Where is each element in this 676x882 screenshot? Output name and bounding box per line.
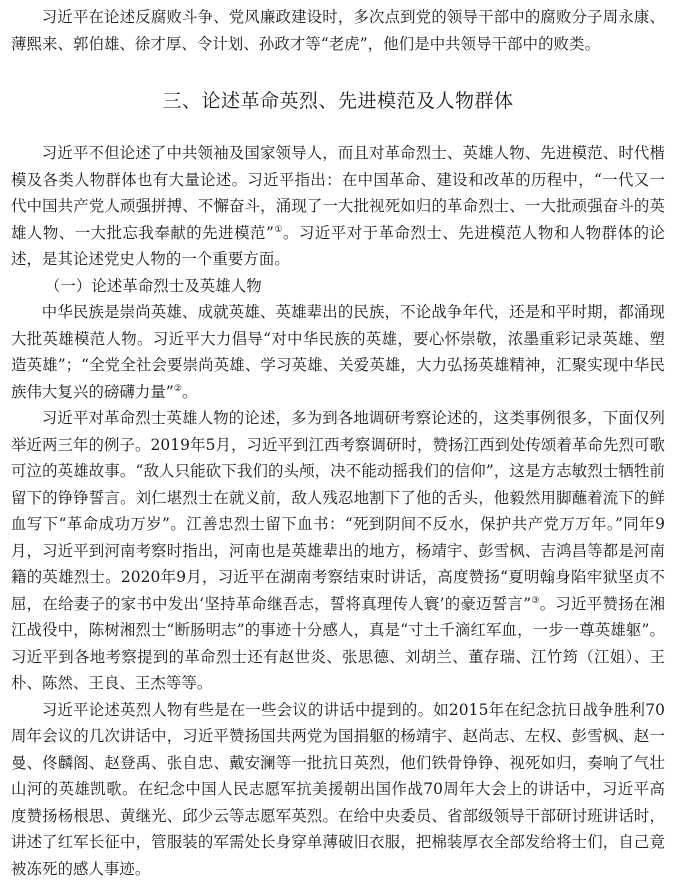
footnote-marker-2: ② [174,383,182,393]
footnote-marker-1: ① [274,224,283,234]
paragraph-inspection-examples-tail: 。习近平赞扬在湘江战役中，陈树湘烈士“断肠明志”的事迹十分感人，真是“寸土千滴红军血，一步一尊英雄躯”。习近平到各地考察提到的革命烈士还有赵世炎、张思德、刘胡兰、董存瑞、江竹筠（江姐）、王朴、陈然、王良、王杰等等。 [11,595,665,693]
paragraph-heroes-nation [11,299,665,405]
footnote-marker-3: ③ [531,595,540,605]
paragraph-intro [11,140,665,273]
paragraph-heroes-nation-text: 中华民族是崇尚英雄、成就英雄、英雄辈出的民族，不论战争年代，还是和平时期，都涌现大批英雄模范人物。习近平大力倡导“对中华民族的英雄，要心怀崇敬，浓墨重彩记录英雄、塑造英雄”；“全党全社会要崇尚英雄、学习英雄、关爱英雄，大力弘扬英雄精神，汇聚实现中华民族伟大复兴的磅礴力量” [11,303,665,401]
document-page [11,4,665,882]
paragraph-intro-tail: 。习近平对于革命烈士、先进模范人物和人物群体的论述，是其论述党史人物的一个重要方面。 [11,224,665,269]
section-heading: 三、论述革命英烈、先进模范及人物群体 [11,86,665,116]
paragraph-meeting-speeches: 习近平论述英烈人物有些是在一些会议的讲话中提到的。如2015年在纪念抗日战争胜利70周年会议的几次讲话中，习近平赞扬国共两党为国捐躯的杨靖宇、赵尚志、左权、彭雪枫、赵一曼、佟麟阁、赵登禹、张自忠、戴安澜等一批抗日英烈，他们铁骨铮铮、视死如归，奏响了气壮山河的英雄凯歌。在纪念中国人民志愿军抗美援朝出国作战70周年大会上的讲话中，习近平高度赞扬杨根思、黄继光、邱少云等志愿军英烈。在给中央委员、省部级领导干部研讨班讲话时，讲述了红军长征中，管服装的军需处长身穿单薄破旧衣服，把棉装厚衣全部发给将士们，自己竟被冻死的感人事迹。 [11,697,665,882]
subsection-heading: （一）论述革命烈士及英雄人物 [11,273,665,300]
paragraph-inspection-examples [11,405,665,697]
paragraph-intro-text: 习近平不但论述了中共领袖及国家领导人，而且对革命烈士、英雄人物、先进模范、时代楷模及各类人物群体也有大量论述。习近平指出：在中国革命、建设和改革的历程中，“一代又一代中国共产党人顽强拼搏、不懈奋斗，涌现了一大批视死如归的革命烈士、一大批顽强奋斗的英雄人物、一大批忘我奉献的先进模范” [11,144,665,242]
paragraph-anti-corruption: 习近平在论述反腐败斗争、党风廉政建设时，多次点到党的领导干部中的腐败分子周永康、薄熙来、郭伯雄、徐才厚、令计划、孙政才等“老虎”，他们是中共领导干部中的败类。 [11,4,665,57]
paragraph-inspection-examples-text: 习近平对革命烈士英雄人物的论述，多为到各地调研考察论述的，这类事例很多，下面仅列举近两三年的例子。2019年5月，习近平到江西考察调研时，赞扬江西到处传颂着革命先烈可歌可泣的英雄故事。“敌人只能砍下我们的头颅，决不能动摇我们的信仰”，这是方志敏烈士牺牲前留下的铮铮誓言。刘仁堪烈士在就义前，敌人残忍地割下了他的舌头，他毅然用脚蘸着流下的鲜血写下“革命成功万岁”。江善忠烈士留下血书：“死到阴间不反水，保护共产党万万年。”同年9月，习近平到河南考察时指出，河南也是英雄辈出的地方，杨靖宇、彭雪枫、吉鸿昌等都是河南籍的英雄烈士。2020年9月，习近平在湖南考察结束时讲话，高度赞扬“夏明翰身陷牢狱坚贞不屈，在给妻子的家书中发出‘坚持革命继吾志，誓将真理传人寰’的豪迈誓言” [11,409,665,613]
paragraph-heroes-nation-tail: 。 [182,383,198,401]
